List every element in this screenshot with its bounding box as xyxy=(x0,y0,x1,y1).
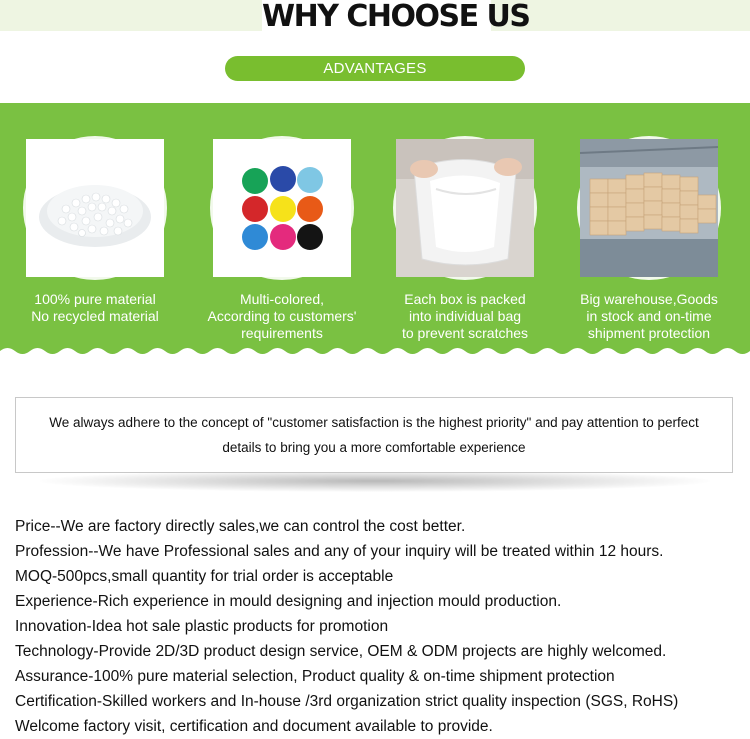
list-item: Innovation-Idea hot sale plastic products for promotion xyxy=(15,618,389,635)
commitment-box xyxy=(15,397,733,473)
commitment-line: We always adhere to the concept of "customer satisfaction is the highest priority" and pay attention to perfect xyxy=(49,415,699,430)
list-item: Price--We are factory directly sales,we can control the cost better. xyxy=(15,518,466,535)
warehouse-boxes-image xyxy=(580,139,718,277)
colored-samples-image xyxy=(213,139,351,277)
list-item: Experience-Rich experience in mould designing and injection mould production. xyxy=(15,593,562,610)
list-item: Profession--We have Professional sales and any of your inquiry will be treated within 12 hours. xyxy=(15,543,664,560)
list-item: Assurance-100% pure material selection, Product quality & on-time shipment protection xyxy=(15,668,615,685)
page-title: WHY CHOOSE US xyxy=(262,0,530,34)
advantages-label: ADVANTAGES xyxy=(225,56,525,81)
feature-caption: Multi-colored, According to customers' requirements xyxy=(207,291,357,341)
feature-caption: Each box is packed into individual bag to prevent scratches xyxy=(401,291,529,341)
commitment-line: details to bring you a more comfortable experience xyxy=(222,440,526,455)
list-item: Welcome factory visit, certification and document available to provide. xyxy=(15,718,493,735)
list-item: Technology-Provide 2D/3D product design service, OEM & ODM projects are highly welcomed. xyxy=(15,643,667,660)
feature-caption: 100% pure material No recycled material xyxy=(31,291,159,324)
feature-caption: Big warehouse,Goods in stock and on-time shipment protection xyxy=(580,291,718,341)
white-pellets-image xyxy=(26,139,164,277)
list-item: MOQ-500pcs,small quantity for trial order is acceptable xyxy=(15,568,394,585)
packing-bag-image xyxy=(396,139,534,277)
commitment-shadow xyxy=(40,470,710,492)
list-item: Certification-Skilled workers and In-house /3rd organization strict quality inspection (SGS, RoHS) xyxy=(15,693,679,710)
advantages-list xyxy=(15,514,745,739)
